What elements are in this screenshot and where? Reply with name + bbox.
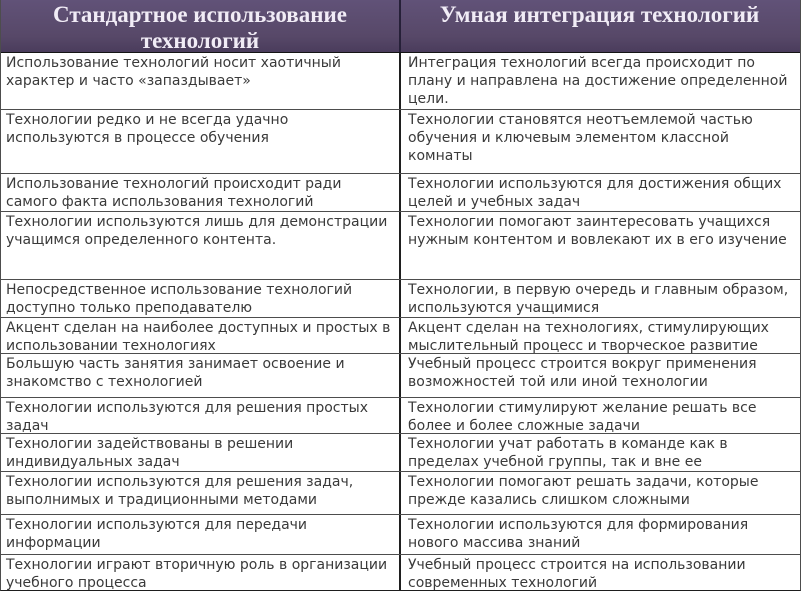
table-row — [1, 280, 800, 318]
cell-standard-use: Использование технологий носит хаотичный характер и часто «запаздывает» — [1, 53, 401, 109]
header-smart-integration: Умная интеграция технологий — [439, 2, 760, 27]
cell-standard-use: Непосредственное использование технологий доступно только преподавателю — [1, 280, 401, 317]
cell-smart-integration: Акцент сделан на технологиях, стимулирующих мыслительный процесс и творческое развитие — [408, 320, 769, 353]
table-row — [1, 472, 800, 515]
table-row — [1, 354, 800, 398]
table-row — [1, 110, 800, 174]
table-row — [1, 318, 800, 354]
cell-smart-integration: Технологии становятся неотъемлемой частью обучения и ключевым элементом классной комнаты — [408, 112, 753, 164]
cell-smart-integration: Технологии используются для формирования нового массива знаний — [408, 517, 749, 551]
table-row — [1, 174, 800, 212]
cell-smart-integration: Технологии, в первую очередь и главным образом, используются учащимися — [408, 282, 789, 316]
table-row — [1, 555, 800, 591]
cell-standard-use: Большую часть занятия занимает освоение и знакомство с технологией — [1, 354, 401, 397]
cell-standard-use: Акцент сделан на наиболее доступных и простых в использовании технологиях — [1, 318, 401, 353]
cell-smart-integration: Технологии учат работать в команде как в пределах учебной группы, так и вне ее — [408, 436, 728, 470]
cell-standard-use: Технологии играют вторичную роль в организации учебного процесса — [1, 555, 401, 591]
table-row — [1, 212, 800, 280]
cell-smart-integration: Технологии стимулируют желание решать все более и более сложные задачи — [408, 400, 757, 433]
cell-smart-integration: Интеграция технологий всегда происходит по плану и направлена на достижение определенной цели. — [408, 55, 788, 107]
table-row — [1, 434, 800, 472]
cell-smart-integration: Технологии используются для достижения общих целей и учебных задач — [408, 176, 782, 210]
cell-standard-use: Технологии используются для решения простых задач — [1, 398, 401, 433]
cell-standard-use: Технологии редко и не всегда удачно используются в процессе обучения — [1, 110, 401, 173]
table-body — [1, 53, 800, 591]
cell-standard-use: Использование технологий происходит ради самого факта использования технологий — [1, 174, 401, 211]
cell-smart-integration: Технологии помогают решать задачи, которые прежде казались слишком сложными — [408, 474, 759, 508]
cell-standard-use: Технологии задействованы в решении индивидуальных задач — [1, 434, 401, 471]
cell-standard-use: Технологии используются лишь для демонстрации учащимся определенного контента. — [1, 212, 401, 279]
table-row — [1, 53, 800, 110]
table-header-row — [1, 0, 800, 53]
cell-standard-use: Технологии используются для передачи информации — [1, 515, 401, 554]
table-row — [1, 398, 800, 434]
cell-standard-use: Технологии используются для решения задач, выполнимых и традиционными методами — [1, 472, 401, 514]
cell-smart-integration: Учебный процесс строится вокруг применения возможностей той или иной технологии — [408, 356, 757, 390]
header-standard-use: Стандартное использование технологий — [1, 0, 401, 52]
cell-smart-integration: Технологии помогают заинтересовать учащихся нужным контентом и вовлекают их в его изучение — [408, 214, 787, 248]
cell-smart-integration: Учебный процесс строится на использовании современных технологий — [408, 557, 746, 591]
table-row — [1, 515, 800, 555]
